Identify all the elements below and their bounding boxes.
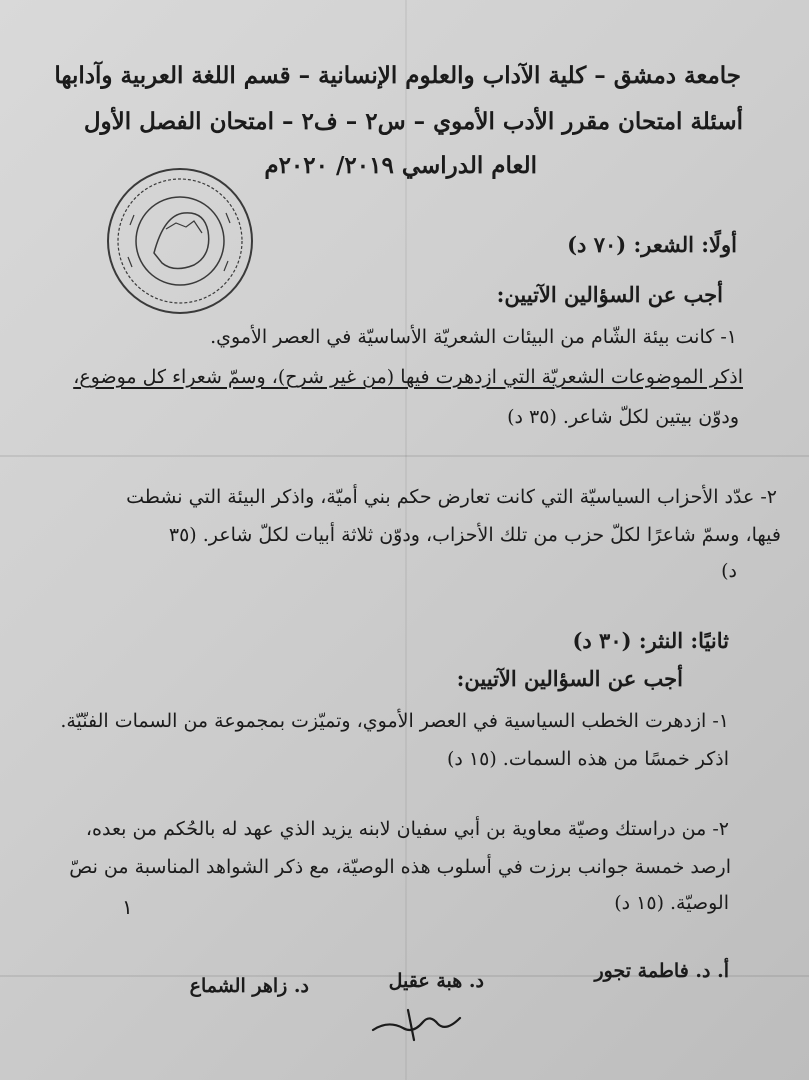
poetry-q1-line2: اذكر الموضوعات الشعريّة التي ازدهرت فيها (من غير شرح)، وسمّ شعراء كل موضوع، <box>73 366 743 388</box>
header-year-line: العام الدراسي ٢٠١٩/ ٢٠٢٠م <box>264 152 537 179</box>
section-title-poetry: أولًا: الشعر: (٧٠ د) <box>567 232 737 257</box>
signature-name-1: أ. د. فاطمة تجور <box>594 960 729 982</box>
poetry-q2-line1: ٢- عدّد الأحزاب السياسيّة التي كانت تعارض حكم بني أميّة، واذكر البيئة التي نشطت <box>126 486 777 508</box>
prose-q2-line2: ارصد خمسة جوانب برزت في أسلوب هذه الوصيّة، مع ذكر الشواهد المناسبة من نصّ <box>69 856 731 878</box>
header-exam-line: أسئلة امتحان مقرر الأدب الأموي – س٢ – ف٢ – امتحان الفصل الأول <box>83 108 743 135</box>
poetry-q1-line1: ١- كانت بيئة الشّام من البيئات الشعريّة الأساسيّة في العصر الأموي. <box>210 326 737 348</box>
poetry-q2-line3: د) <box>721 560 737 582</box>
poetry-instruction: أجب عن السؤالين الآتيين: <box>496 282 723 307</box>
handwritten-signature-icon <box>368 1000 468 1045</box>
header-university-line: جامعة دمشق – كلية الآداب والعلوم الإنسانية – قسم اللغة العربية وآدابها <box>54 62 741 89</box>
prose-instruction: أجب عن السؤالين الآتيين: <box>456 666 683 691</box>
signature-name-3: د. زاهر الشماع <box>189 975 309 997</box>
prose-q1-line1: ١- ازدهرت الخطب السياسية في العصر الأموي، وتميّزت بمجموعة من السمات الفنّيّة. <box>60 710 729 732</box>
university-seal-icon <box>104 165 256 317</box>
prose-q2-line3: الوصيّة. (١٥ د) <box>614 892 729 914</box>
prose-q2-line1: ٢- من دراستك وصيّة معاوية بن أبي سفيان لابنه يزيد الذي عهد له بالحُكم من بعده، <box>85 818 729 840</box>
signature-name-2: د. هبة عقيل <box>388 970 484 992</box>
section-title-prose: ثانيًا: النثر: (٣٠ د) <box>572 628 729 653</box>
poetry-q2-line2: فيها، وسمّ شاعرًا لكلّ حزب من تلك الأحزاب، ودوّن ثلاثة أبيات لكلّ شاعر. (٣٥ <box>168 524 781 546</box>
poetry-q1-line3: ودوّن بيتين لكلّ شاعر. (٣٥ د) <box>507 406 739 428</box>
prose-q1-line2: اذكر خمسًا من هذه السمات. (١٥ د) <box>447 748 729 770</box>
margin-mark: ١ <box>122 895 133 919</box>
